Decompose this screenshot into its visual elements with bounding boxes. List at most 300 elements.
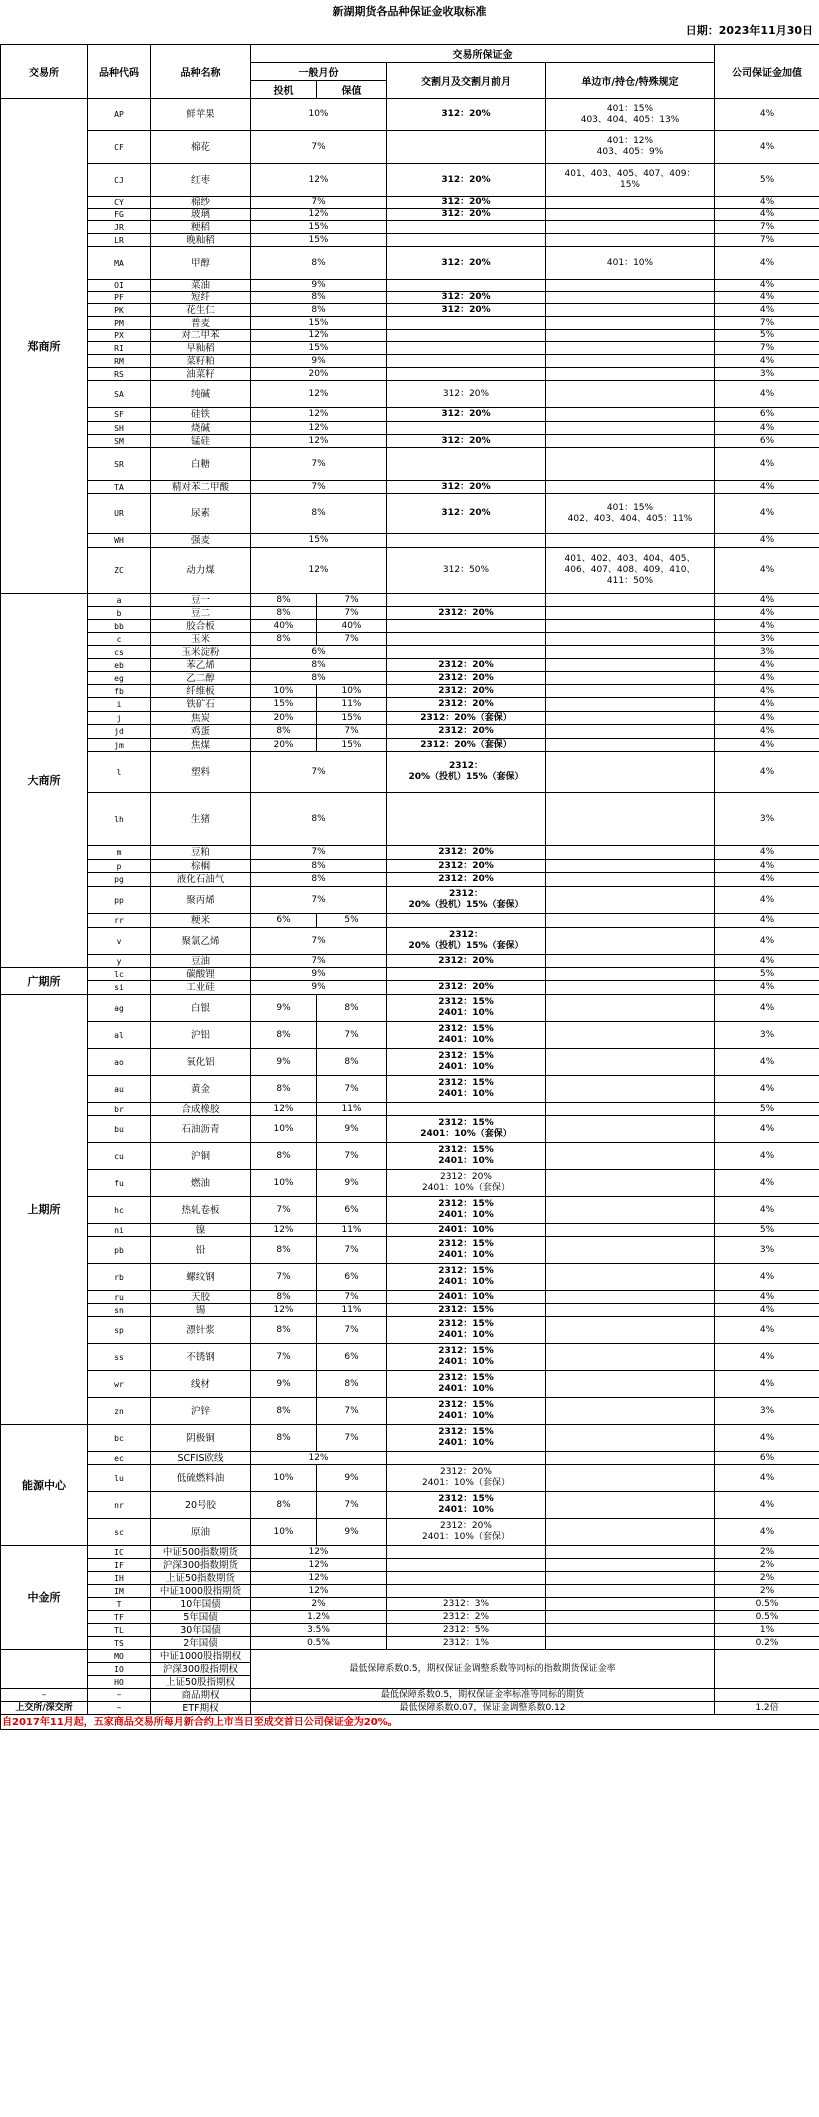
delivery-margin: [387, 633, 546, 646]
company-addon: 4%: [715, 1344, 819, 1371]
exchange-cell: 广期所: [1, 968, 88, 995]
table-row: [1, 607, 819, 620]
special-rule: [546, 1264, 715, 1291]
general-margin: 15%: [251, 534, 387, 548]
table-row: [1, 1452, 819, 1465]
product-name: 线材: [151, 1371, 251, 1398]
special-rule: 401：15% 402、403、404、405：11%: [546, 494, 715, 534]
hedge-margin: 7%: [317, 1237, 387, 1264]
product-name: 玉米: [151, 633, 251, 646]
general-margin: 8%: [251, 494, 387, 534]
special-rule: [546, 981, 715, 995]
company-addon: [715, 1689, 819, 1702]
product-code: br: [88, 1103, 151, 1116]
general-margin: 15%: [251, 342, 387, 355]
hedge-margin: 7%: [317, 1317, 387, 1344]
company-addon: 1%: [715, 1624, 819, 1637]
table-row: [1, 381, 819, 408]
product-name: 氧化铝: [151, 1049, 251, 1076]
hedge-margin: 6%: [317, 1264, 387, 1291]
company-addon: 4%: [715, 739, 819, 752]
header-general: 一般月份: [251, 63, 387, 81]
table-row: [1, 1611, 819, 1624]
delivery-margin: [387, 280, 546, 292]
company-addon: 4%: [715, 534, 819, 548]
speculation-margin: 10%: [251, 1170, 317, 1197]
table-row: [1, 1689, 819, 1702]
product-name: 豆粕: [151, 846, 251, 860]
company-addon: 4%: [715, 1076, 819, 1103]
delivery-margin: [387, 330, 546, 342]
delivery-margin: [387, 221, 546, 234]
header-delivery: 交割月及交割月前月: [387, 63, 546, 99]
product-name: 菜籽粕: [151, 355, 251, 368]
hedge-margin: 15%: [317, 739, 387, 752]
delivery-margin: 312：20%: [387, 292, 546, 304]
table-row: [1, 1572, 819, 1585]
delivery-margin: 2312：20%: [387, 659, 546, 672]
delivery-margin: [387, 1546, 546, 1559]
exchange-cell: 大商所: [1, 594, 88, 968]
product-code: rb: [88, 1264, 151, 1291]
delivery-margin: [387, 448, 546, 481]
product-code: wr: [88, 1371, 151, 1398]
table-row: [1, 620, 819, 633]
general-margin: 8%: [251, 247, 387, 280]
product-name: 纤维板: [151, 685, 251, 698]
product-name: 漂针浆: [151, 1317, 251, 1344]
table-row: [1, 633, 819, 646]
delivery-margin: 2312：20%（套保）: [387, 712, 546, 725]
product-name: 低硫燃料油: [151, 1465, 251, 1492]
delivery-margin: [387, 646, 546, 659]
table-row: [1, 712, 819, 725]
table-row: [1, 646, 819, 659]
company-addon: 4%: [715, 1492, 819, 1519]
company-addon: 4%: [715, 1519, 819, 1546]
company-addon: 1.2倍: [715, 1702, 819, 1715]
product-name: 螺纹钢: [151, 1264, 251, 1291]
product-code: v: [88, 928, 151, 955]
exchange-cell: –: [1, 1689, 88, 1702]
general-margin: 6%: [251, 646, 387, 659]
product-code: IO: [88, 1663, 151, 1676]
product-code: eb: [88, 659, 151, 672]
product-name: 沪铜: [151, 1143, 251, 1170]
product-name: 菜油: [151, 280, 251, 292]
delivery-margin: 2312：20%: [387, 698, 546, 712]
product-name: 锡: [151, 1304, 251, 1317]
hedge-margin: 11%: [317, 1103, 387, 1116]
company-addon: [715, 1650, 819, 1689]
product-name: 天胶: [151, 1291, 251, 1304]
company-addon: 2%: [715, 1572, 819, 1585]
product-code: RM: [88, 355, 151, 368]
special-rule: [546, 712, 715, 725]
product-code: SR: [88, 448, 151, 481]
company-addon: 4%: [715, 594, 819, 607]
general-margin: 9%: [251, 968, 387, 981]
hedge-margin: 9%: [317, 1465, 387, 1492]
product-code: i: [88, 698, 151, 712]
special-rule: [546, 1049, 715, 1076]
product-name: 10年国债: [151, 1598, 251, 1611]
table-row: [1, 725, 819, 739]
product-name: 豆二: [151, 607, 251, 620]
product-code: TF: [88, 1611, 151, 1624]
speculation-margin: 9%: [251, 1049, 317, 1076]
special-rule: [546, 304, 715, 317]
hedge-margin: 10%: [317, 685, 387, 698]
delivery-margin: [387, 422, 546, 435]
company-addon: 4%: [715, 1264, 819, 1291]
delivery-margin: [387, 317, 546, 330]
delivery-margin: [387, 1452, 546, 1465]
product-code: m: [88, 846, 151, 860]
table-row: [1, 1425, 819, 1452]
table-row: [1, 1076, 819, 1103]
product-code: IH: [88, 1572, 151, 1585]
product-name: 纯碱: [151, 381, 251, 408]
general-margin: 9%: [251, 280, 387, 292]
delivery-margin: [387, 793, 546, 846]
product-name: 商品期权: [151, 1689, 251, 1702]
table-row: [1, 846, 819, 860]
delivery-margin: 2312：20%: [387, 672, 546, 685]
product-code: PX: [88, 330, 151, 342]
product-name: 沪深300股指期权: [151, 1663, 251, 1676]
product-name: 豆油: [151, 955, 251, 968]
product-name: 短纤: [151, 292, 251, 304]
product-code: JR: [88, 221, 151, 234]
table-row: [1, 1398, 819, 1425]
hedge-margin: 7%: [317, 607, 387, 620]
product-code: lc: [88, 968, 151, 981]
company-addon: 4%: [715, 247, 819, 280]
general-margin: 12%: [251, 1546, 387, 1559]
product-code: SH: [88, 422, 151, 435]
company-addon: 6%: [715, 1452, 819, 1465]
speculation-margin: 10%: [251, 1116, 317, 1143]
special-rule: [546, 685, 715, 698]
product-name: 沪锌: [151, 1398, 251, 1425]
delivery-margin: 2312：15% 2401：10%: [387, 1049, 546, 1076]
delivery-margin: 2312：20%: [387, 860, 546, 873]
hedge-margin: 7%: [317, 633, 387, 646]
company-addon: 4%: [715, 1170, 819, 1197]
general-margin: 12%: [251, 548, 387, 594]
speculation-margin: 40%: [251, 620, 317, 633]
special-rule: [546, 1624, 715, 1637]
product-name: 工业硅: [151, 981, 251, 995]
special-rule: [546, 739, 715, 752]
table-row: [1, 99, 819, 131]
product-code: jm: [88, 739, 151, 752]
company-addon: 7%: [715, 342, 819, 355]
delivery-margin: 312：20%: [387, 197, 546, 209]
product-code: y: [88, 955, 151, 968]
special-rule: [546, 873, 715, 887]
special-rule: [546, 534, 715, 548]
special-rule: [546, 1371, 715, 1398]
hedge-margin: 7%: [317, 1291, 387, 1304]
speculation-margin: 8%: [251, 1425, 317, 1452]
header-margin-group: 交易所保证金: [251, 45, 715, 63]
speculation-margin: 10%: [251, 1465, 317, 1492]
special-rule: [546, 672, 715, 685]
speculation-margin: 8%: [251, 607, 317, 620]
speculation-margin: 8%: [251, 1022, 317, 1049]
product-name: 聚丙烯: [151, 887, 251, 914]
product-name: 镍: [151, 1224, 251, 1237]
table-row: [1, 221, 819, 234]
product-name: 鲜苹果: [151, 99, 251, 131]
speculation-margin: 7%: [251, 1344, 317, 1371]
company-addon: 4%: [715, 725, 819, 739]
general-margin: 2%: [251, 1598, 387, 1611]
table-row: [1, 1116, 819, 1143]
hedge-margin: 8%: [317, 1049, 387, 1076]
delivery-margin: 2312：20%: [387, 725, 546, 739]
delivery-margin: [387, 355, 546, 368]
general-margin: 7%: [251, 887, 387, 914]
speculation-margin: 20%: [251, 739, 317, 752]
product-name: 上证50指数期货: [151, 1572, 251, 1585]
special-rule: [546, 1076, 715, 1103]
general-margin: 7%: [251, 481, 387, 494]
product-code: ni: [88, 1224, 151, 1237]
special-rule: [546, 1546, 715, 1559]
special-rule: 401：15% 403、404、405：13%: [546, 99, 715, 131]
company-addon: 4%: [715, 1425, 819, 1452]
product-code: HO: [88, 1676, 151, 1689]
company-addon: 4%: [715, 995, 819, 1022]
header-exchange: 交易所: [1, 45, 88, 99]
special-rule: [546, 1585, 715, 1598]
product-code: LR: [88, 234, 151, 247]
speculation-margin: 8%: [251, 725, 317, 739]
delivery-margin: 312：20%: [387, 408, 546, 422]
table-row: [1, 860, 819, 873]
table-row: [1, 317, 819, 330]
table-row: [1, 1103, 819, 1116]
product-code: T: [88, 1598, 151, 1611]
product-name: 2年国债: [151, 1637, 251, 1650]
product-name: 中证500指数期货: [151, 1546, 251, 1559]
company-addon: 3%: [715, 1022, 819, 1049]
delivery-margin: 2312： 20%（投机）15%（套保）: [387, 752, 546, 793]
product-code: rr: [88, 914, 151, 928]
table-row: [1, 197, 819, 209]
table-row: [1, 1559, 819, 1572]
company-addon: 4%: [715, 1291, 819, 1304]
hedge-margin: 5%: [317, 914, 387, 928]
exchange-cell: [1, 1650, 88, 1689]
delivery-margin: 312：20%: [387, 209, 546, 221]
product-name: 甲醇: [151, 247, 251, 280]
product-code: au: [88, 1076, 151, 1103]
table-row: [1, 1465, 819, 1492]
company-addon: 4%: [715, 955, 819, 968]
product-name: 上证50股指期权: [151, 1676, 251, 1689]
general-margin: 7%: [251, 448, 387, 481]
company-addon: 4%: [715, 1304, 819, 1317]
product-code: SM: [88, 435, 151, 448]
product-code: eg: [88, 672, 151, 685]
speculation-margin: 7%: [251, 1197, 317, 1224]
product-code: IM: [88, 1585, 151, 1598]
product-code: sc: [88, 1519, 151, 1546]
company-addon: 4%: [715, 1116, 819, 1143]
speculation-margin: 8%: [251, 633, 317, 646]
report-date: 日期：2023年11月30日: [685, 24, 813, 37]
general-margin: 1.2%: [251, 1611, 387, 1624]
speculation-margin: 8%: [251, 1398, 317, 1425]
product-name: 塑料: [151, 752, 251, 793]
delivery-margin: 2312：20% 2401：10%（套保）: [387, 1519, 546, 1546]
product-code: FG: [88, 209, 151, 221]
special-rule: [546, 280, 715, 292]
general-margin: 7%: [251, 752, 387, 793]
company-addon: 7%: [715, 221, 819, 234]
delivery-margin: 312：20%: [387, 164, 546, 197]
company-addon: 5%: [715, 330, 819, 342]
table-row: [1, 928, 819, 955]
product-code: cu: [88, 1143, 151, 1170]
delivery-margin: [387, 1103, 546, 1116]
hedge-margin: 7%: [317, 1492, 387, 1519]
company-addon: 4%: [715, 422, 819, 435]
company-addon: 4%: [715, 494, 819, 534]
product-name: 晚籼稻: [151, 234, 251, 247]
general-margin: 8%: [251, 659, 387, 672]
delivery-margin: [387, 534, 546, 548]
speculation-margin: 10%: [251, 685, 317, 698]
delivery-margin: 2312：15% 2401：10%: [387, 995, 546, 1022]
product-code: WH: [88, 534, 151, 548]
special-rule: [546, 292, 715, 304]
product-code: b: [88, 607, 151, 620]
table-row: [1, 1702, 819, 1715]
general-margin: 0.5%: [251, 1637, 387, 1650]
special-rule: [546, 620, 715, 633]
product-code: CY: [88, 197, 151, 209]
product-code: l: [88, 752, 151, 793]
special-rule: [546, 793, 715, 846]
product-code: jd: [88, 725, 151, 739]
delivery-margin: [387, 594, 546, 607]
product-code: ec: [88, 1452, 151, 1465]
hedge-margin: 11%: [317, 698, 387, 712]
table-row: [1, 1650, 819, 1663]
delivery-margin: 2312：15% 2401：10%: [387, 1022, 546, 1049]
table-row: [1, 1224, 819, 1237]
product-code: RI: [88, 342, 151, 355]
general-margin: 12%: [251, 1559, 387, 1572]
general-margin: 20%: [251, 368, 387, 381]
product-code: sp: [88, 1317, 151, 1344]
header-spec: 投机: [251, 81, 317, 99]
product-name: 原油: [151, 1519, 251, 1546]
company-addon: 4%: [715, 99, 819, 131]
table-row: [1, 408, 819, 422]
product-code: ss: [88, 1344, 151, 1371]
company-addon: 4%: [715, 659, 819, 672]
delivery-margin: 2312：15% 2401：10%（套保）: [387, 1116, 546, 1143]
company-addon: 4%: [715, 1465, 819, 1492]
product-name: 对二甲苯: [151, 330, 251, 342]
special-rule: [546, 846, 715, 860]
special-rule: 401、402、403、404、405、 406、407、408、409、410、 411：50%: [546, 548, 715, 594]
product-name: 沪深300指数期货: [151, 1559, 251, 1572]
product-code: PF: [88, 292, 151, 304]
product-name: 生猪: [151, 793, 251, 846]
delivery-margin: 2312：15% 2401：10%: [387, 1371, 546, 1398]
table-row: [1, 981, 819, 995]
product-code: RS: [88, 368, 151, 381]
table-row: [1, 873, 819, 887]
product-name: 玉米淀粉: [151, 646, 251, 659]
special-rule: [546, 646, 715, 659]
delivery-margin: 2312： 20%（投机）15%（套保）: [387, 887, 546, 914]
table-row: [1, 494, 819, 534]
table-row: [1, 342, 819, 355]
product-name: SCFIS欧线: [151, 1452, 251, 1465]
general-margin: 7%: [251, 955, 387, 968]
company-addon: 4%: [715, 131, 819, 164]
table-row: [1, 685, 819, 698]
special-rule: [546, 968, 715, 981]
delivery-margin: 2312：15% 2401：10%: [387, 1425, 546, 1452]
product-name: ETF期权: [151, 1702, 251, 1715]
delivery-margin: [387, 342, 546, 355]
delivery-margin: [387, 1559, 546, 1572]
options-note: 最低保障系数0.07，保证金调整系数0.12: [251, 1702, 715, 1715]
hedge-margin: 11%: [317, 1304, 387, 1317]
product-name: 鸡蛋: [151, 725, 251, 739]
options-note: 最低保障系数0.5，期权保证金调整系数等同标的指数期货保证金率: [251, 1650, 715, 1689]
company-addon: 4%: [715, 355, 819, 368]
product-code: PK: [88, 304, 151, 317]
special-rule: [546, 408, 715, 422]
table-row: [1, 1585, 819, 1598]
header-code: 品种代码: [88, 45, 151, 99]
product-code: SA: [88, 381, 151, 408]
company-addon: 4%: [715, 860, 819, 873]
product-code: AP: [88, 99, 151, 131]
delivery-margin: 2312：20%: [387, 846, 546, 860]
delivery-margin: [387, 1585, 546, 1598]
delivery-margin: [387, 968, 546, 981]
product-code: PM: [88, 317, 151, 330]
company-addon: 4%: [715, 620, 819, 633]
product-code: zn: [88, 1398, 151, 1425]
table-row: [1, 422, 819, 435]
table-row: [1, 534, 819, 548]
company-addon: 4%: [715, 712, 819, 725]
delivery-margin: 2312：20%: [387, 685, 546, 698]
product-name: 铅: [151, 1237, 251, 1264]
company-addon: 4%: [715, 1317, 819, 1344]
general-margin: 10%: [251, 99, 387, 131]
general-margin: 15%: [251, 317, 387, 330]
table-row: [1, 955, 819, 968]
product-name: 黄金: [151, 1076, 251, 1103]
hedge-margin: 7%: [317, 594, 387, 607]
general-margin: 12%: [251, 422, 387, 435]
delivery-margin: [387, 368, 546, 381]
special-rule: [546, 234, 715, 247]
